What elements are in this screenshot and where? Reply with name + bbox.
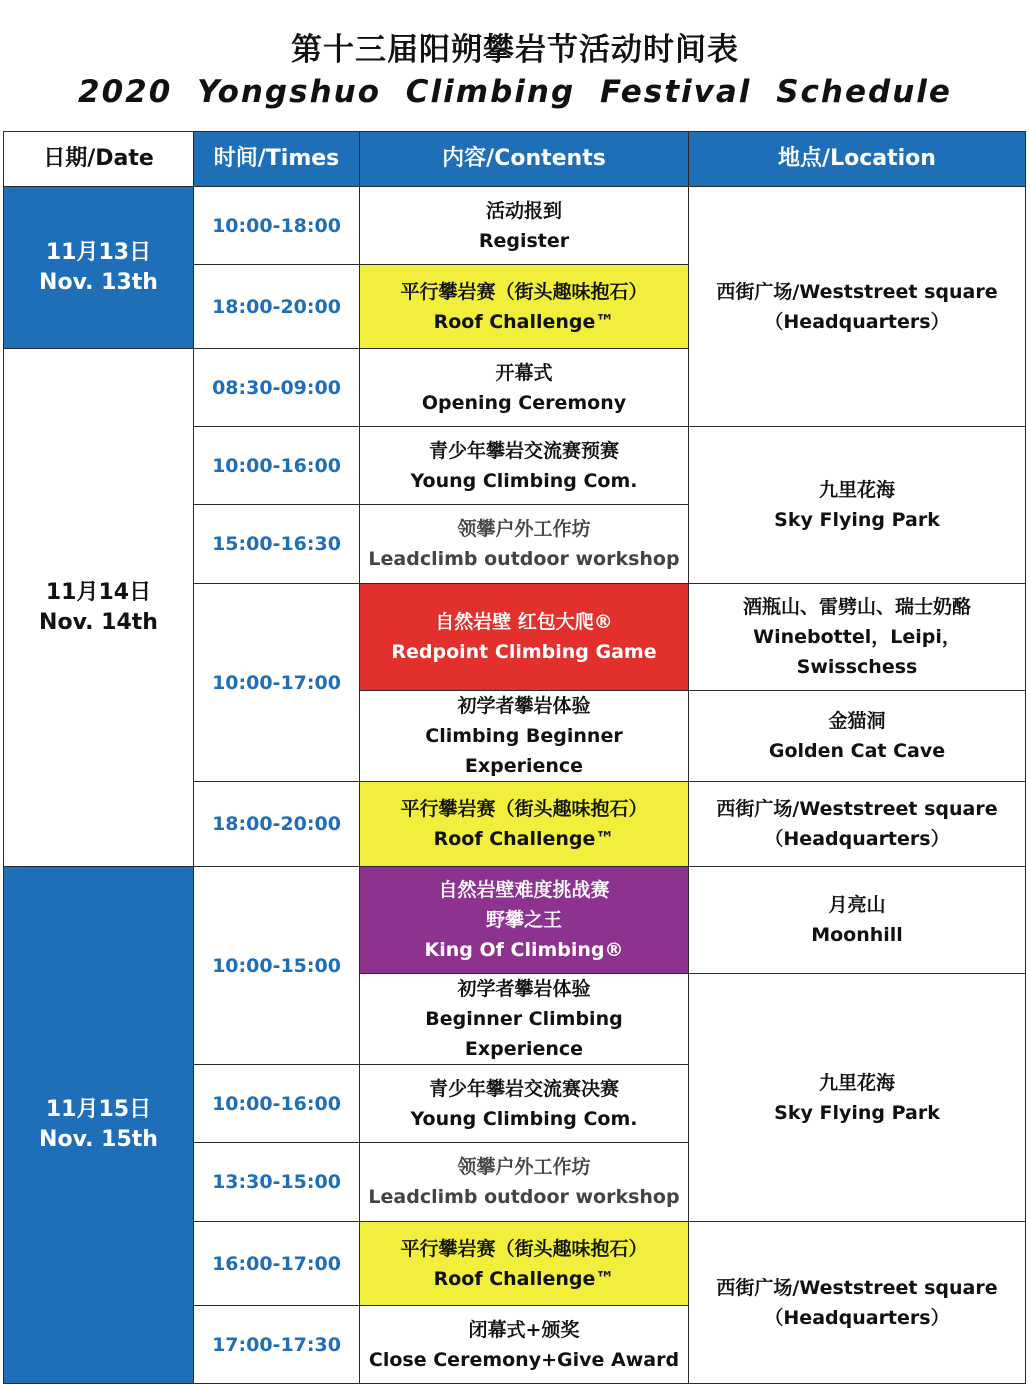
location-cell bbox=[689, 584, 1026, 691]
event-cell-highlight-red bbox=[360, 584, 689, 691]
location-line1: 月亮山 bbox=[828, 894, 886, 916]
location-line1: 金猫洞 bbox=[828, 710, 886, 732]
time-cell: 18:00-20:00 bbox=[194, 265, 360, 349]
event-cell bbox=[360, 1065, 689, 1143]
table-row bbox=[4, 187, 1026, 265]
location-cell bbox=[689, 782, 1026, 867]
date-en: Nov. 13th bbox=[39, 269, 158, 295]
event-cell bbox=[360, 427, 689, 505]
event-cn: 自然岩壁 红包大爬® bbox=[435, 611, 613, 633]
time-cell: 18:00-20:00 bbox=[194, 782, 360, 867]
time-cell: 08:30-09:00 bbox=[194, 349, 360, 427]
event-cell-highlight-yellow bbox=[360, 1222, 689, 1306]
event-cn: 青少年攀岩交流赛决赛 bbox=[428, 1077, 619, 1100]
time-cell: 15:00-16:30 bbox=[194, 505, 360, 584]
location-line2: Moonhill bbox=[811, 924, 903, 946]
page-header bbox=[0, 0, 1030, 130]
time-cell: 10:00-16:00 bbox=[194, 1065, 360, 1143]
event-en: Close Ceremony+Give Award bbox=[368, 1348, 680, 1371]
event-cn: 领攀户外工作坊 bbox=[457, 1156, 591, 1178]
time-cell: 10:00-17:00 bbox=[194, 584, 360, 782]
event-cn: 平行攀岩赛（街头趣味抱石） bbox=[400, 798, 648, 820]
location-line2: （Headquarters） bbox=[764, 1306, 950, 1329]
page-title-chinese: 第十三届阳朔攀岩节活动时间表 bbox=[291, 32, 739, 68]
location-cell bbox=[689, 974, 1026, 1222]
event-cn: 平行攀岩赛（街头趣味抱石） bbox=[400, 1237, 648, 1260]
event-cell-highlight-purple bbox=[360, 867, 689, 974]
event-cell bbox=[360, 1143, 689, 1222]
event-cn: 开幕式 bbox=[495, 361, 553, 384]
date-cn: 11月14日 bbox=[45, 579, 152, 605]
event-en: Register bbox=[478, 229, 570, 252]
event-en: King Of Climbing® bbox=[424, 939, 624, 961]
date-cell-nov13 bbox=[4, 187, 194, 349]
event-cn: 闭幕式+颁奖 bbox=[468, 1318, 580, 1341]
event-cn: 活动报到 bbox=[485, 199, 562, 222]
table-row bbox=[4, 867, 1026, 974]
location-cell bbox=[689, 867, 1026, 974]
event-cn: 初学者攀岩体验 bbox=[457, 695, 591, 717]
date-cell-nov15 bbox=[4, 867, 194, 1384]
location-cell bbox=[689, 187, 1026, 427]
event-en: Roof Challenge™ bbox=[433, 1267, 615, 1290]
date-cell-nov14 bbox=[4, 349, 194, 867]
event-en: Leadclimb outdoor workshop bbox=[368, 548, 680, 570]
date-cn: 11月13日 bbox=[45, 239, 152, 265]
event-cn: 初学者攀岩体验 bbox=[457, 978, 591, 1000]
location-line2: Sky Flying Park bbox=[774, 1101, 940, 1124]
schedule-table bbox=[3, 131, 1026, 1384]
header-contents: 内容/Contents bbox=[360, 132, 689, 187]
event-cell bbox=[360, 1306, 689, 1384]
event-en: Roof Challenge™ bbox=[433, 828, 615, 850]
location-cell bbox=[689, 427, 1026, 584]
time-cell: 16:00-17:00 bbox=[194, 1222, 360, 1306]
event-cell-highlight-yellow bbox=[360, 265, 689, 349]
header-times: 时间/Times bbox=[194, 132, 360, 187]
time-cell: 10:00-15:00 bbox=[194, 867, 360, 1065]
page-title-english: 2020 Yongshuo Climbing Festival Schedule bbox=[78, 74, 952, 110]
event-cell bbox=[360, 691, 689, 782]
event-cn: 自然岩壁难度挑战赛 bbox=[438, 879, 610, 901]
table-header-row bbox=[4, 132, 1026, 187]
location-line1: 九里花海 bbox=[818, 479, 895, 501]
date-en: Nov. 14th bbox=[39, 609, 158, 635]
event-en: Leadclimb outdoor workshop bbox=[368, 1186, 680, 1208]
location-line2: Sky Flying Park bbox=[774, 509, 940, 531]
header-location: 地点/Location bbox=[689, 132, 1026, 187]
event-en: Young Climbing Com. bbox=[410, 1107, 638, 1130]
event-en: Young Climbing Com. bbox=[410, 469, 638, 492]
location-line2: Winebottel，Leipi， bbox=[753, 626, 961, 648]
time-cell: 10:00-18:00 bbox=[194, 187, 360, 265]
event-en: Opening Ceremony bbox=[421, 391, 627, 414]
location-line1: 西街广场/Weststreet square bbox=[716, 280, 998, 303]
location-cell bbox=[689, 691, 1026, 782]
location-line1: 九里花海 bbox=[818, 1071, 895, 1094]
event-cell-highlight-yellow bbox=[360, 782, 689, 867]
event-en: Climbing Beginner Experience bbox=[425, 725, 623, 777]
event-en: Redpoint Climbing Game bbox=[391, 641, 657, 663]
location-line2: （Headquarters） bbox=[764, 828, 950, 850]
event-cn: 青少年攀岩交流赛预赛 bbox=[428, 439, 619, 462]
time-cell: 10:00-16:00 bbox=[194, 427, 360, 505]
event-cn: 领攀户外工作坊 bbox=[457, 518, 591, 540]
location-cell bbox=[689, 1222, 1026, 1384]
event-cell bbox=[360, 505, 689, 584]
location-line1: 西街广场/Weststreet square bbox=[716, 798, 998, 820]
event-cn: 平行攀岩赛（街头趣味抱石） bbox=[400, 280, 648, 303]
location-line1: 酒瓶山、雷劈山、瑞士奶酪 bbox=[742, 596, 971, 618]
location-line3: Swisschess bbox=[796, 656, 918, 678]
header-date: 日期/Date bbox=[4, 132, 194, 187]
event-cell bbox=[360, 349, 689, 427]
time-cell: 13:30-15:00 bbox=[194, 1143, 360, 1222]
location-line1: 西街广场/Weststreet square bbox=[716, 1276, 998, 1299]
event-en: Beginner Climbing Experience bbox=[425, 1008, 623, 1060]
location-line2: （Headquarters） bbox=[764, 310, 950, 333]
event-cell bbox=[360, 187, 689, 265]
event-en: Roof Challenge™ bbox=[433, 310, 615, 333]
event-cell bbox=[360, 974, 689, 1065]
location-line2: Golden Cat Cave bbox=[768, 740, 946, 762]
event-cn-line2: 野攀之王 bbox=[485, 909, 562, 931]
time-cell: 17:00-17:30 bbox=[194, 1306, 360, 1384]
date-cn: 11月15日 bbox=[45, 1097, 152, 1122]
date-en: Nov. 15th bbox=[39, 1127, 158, 1152]
